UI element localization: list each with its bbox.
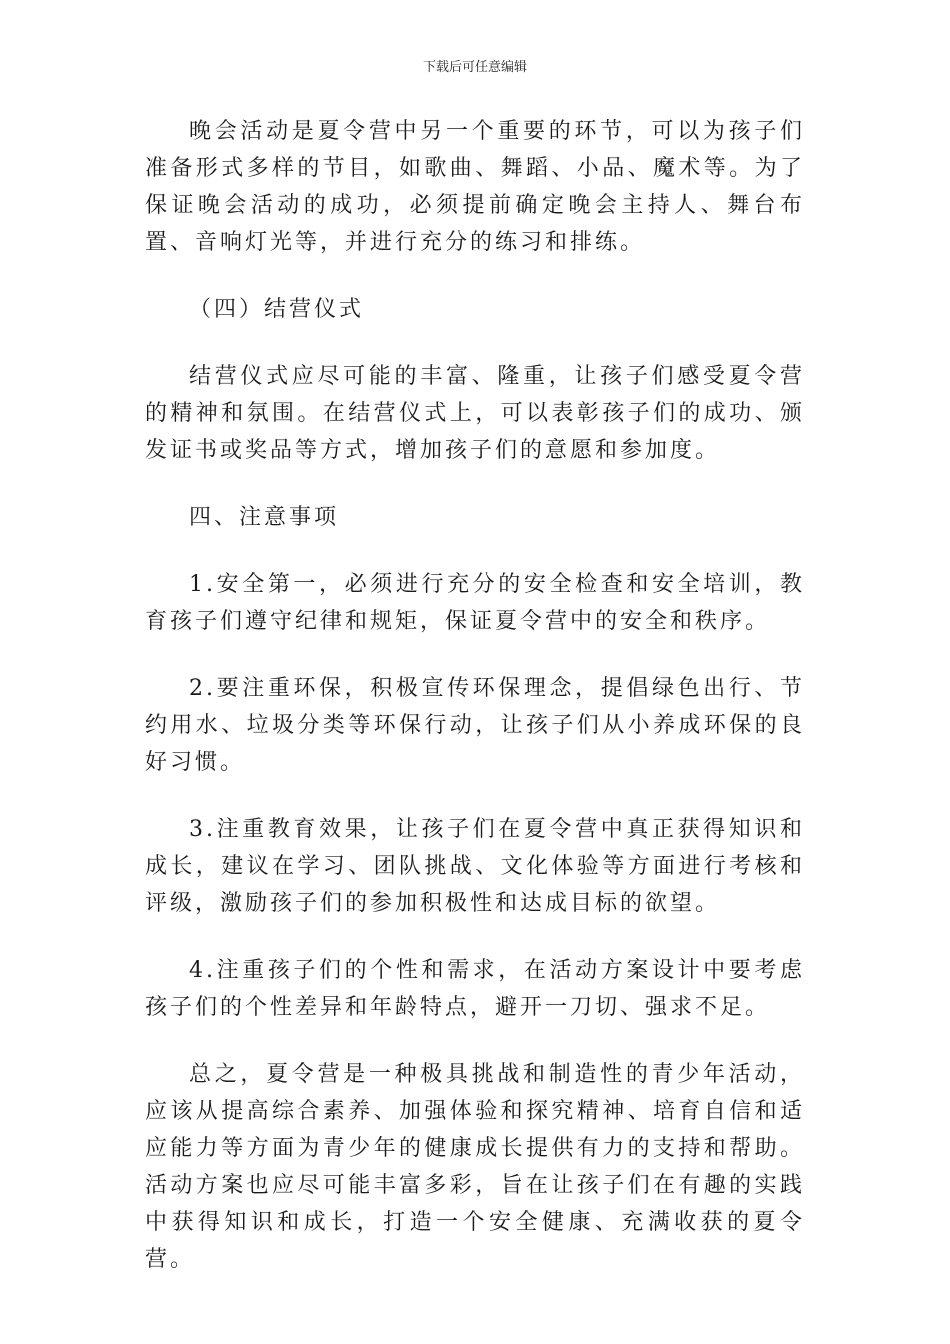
paragraph-note-4: 4.注重孩子们的个性和需求，在活动方案设计中要考虑孩子们的个性差异和年龄特点，避开一刀切、强求不足。 xyxy=(145,958,805,1020)
paragraph-closing-ceremony: 结营仪式应尽可能的丰富、隆重，让孩子们感受夏令营的精神和氛围。在结营仪式上，可以表彰孩子们的成功、颁发证书或奖品等方式，增加孩子们的意愿和参加度。 xyxy=(145,364,805,463)
paragraph-note-1: 1.安全第一，必须进行充分的安全检查和安全培训，教育孩子们遵守纪律和规矩，保证夏令营中的安全和秩序。 xyxy=(145,572,805,634)
section-heading-notes: 四、注意事项 xyxy=(189,505,340,530)
paragraph-note-2: 2.要注重环保，积极宣传环保理念，提倡绿色出行、节约用水、垃圾分类等环保行动，让孩子们从小养成环保的良好习惯。 xyxy=(145,676,805,775)
paragraph-summary: 总之，夏令营是一种极具挑战和制造性的青少年活动，应该从提高综合素养、加强体验和探究精神、培育自信和适应能力等方面为青少年的健康成长提供有力的支持和帮助。活动方案也应尽可能丰富多彩，旨在让孩子们在有趣的实践中获得知识和成长，打造一个安全健康、充满收获的夏令营。 xyxy=(145,1062,805,1272)
document-body xyxy=(145,113,805,1308)
page-header: 下载后可任意编辑 xyxy=(422,60,527,75)
section-heading-closing-ceremony: （四）结营仪式 xyxy=(189,297,365,322)
paragraph-evening-activity: 晚会活动是夏令营中另一个重要的环节，可以为孩子们准备形式多样的节目，如歌曲、舞蹈、小品、魔术等。为了保证晚会活动的成功，必须提前确定晚会主持人、舞台布置、音响灯光等，并进行充分的练习和排练。 xyxy=(145,119,805,255)
paragraph-note-3: 3.注重教育效果，让孩子们在夏令营中真正获得知识和成长，建议在学习、团队挑战、文化体验等方面进行考核和评级，激励孩子们的参加积极性和达成目标的欲望。 xyxy=(145,817,805,916)
